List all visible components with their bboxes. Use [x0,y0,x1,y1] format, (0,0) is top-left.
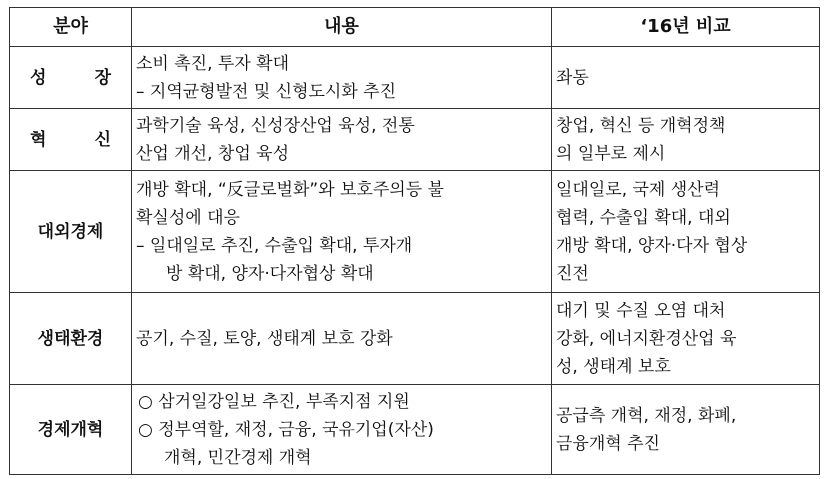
header-content: 내용 [132,8,552,47]
content-line: 확실성에 대응 [136,207,240,228]
field-char: 성 [30,67,47,88]
compare-line: 성, 생태계 보호 [556,356,671,377]
compare-line: 진전 [556,263,589,284]
compare-line: 일대일로, 국제 생산력 [556,179,721,200]
header-field: 분야 [10,8,132,47]
compare-line: 의 일부로 제시 [556,143,666,164]
row-compare-innovation [552,109,820,171]
header-compare: ‘16년 비교 [552,8,820,47]
content-line: 방 확대, 양자·다자협상 확대 [166,263,374,284]
field-char: 신 [94,129,111,150]
row-compare-growth [552,47,820,109]
row-content-growth [132,47,552,109]
table-row [10,47,820,109]
content-line: ○ 삼거일강일보 추진, 부족지점 지원 [138,391,410,412]
row-field-innovation [10,109,132,171]
field-char: 장 [94,67,111,88]
compare-line: 강화, 에너지환경산업 육 [556,328,737,349]
row-field-growth [10,47,132,109]
content-line: 산업 개선, 창업 육성 [136,143,289,164]
compare-line: 협력, 수출입 확대, 대외 [556,207,731,228]
compare-line: 대기 및 수질 오염 대처 [556,300,726,321]
content-line: – 지역균형발전 및 신형도시화 추진 [136,81,397,102]
row-compare-environment [552,293,820,385]
table-row [10,385,820,475]
table-row [10,109,820,171]
content-line: 공기, 수질, 토양, 생태계 보호 강화 [136,328,393,349]
row-field-reform: 경제개혁 [10,385,132,475]
field-char: 혁 [30,129,47,150]
policy-comparison-table [9,7,820,475]
content-line: – 일대일로 추진, 수출입 확대, 투자개 [136,235,413,256]
compare-line: 창업, 혁신 등 개혁정책 [556,115,726,136]
compare-line: 금융개혁 추진 [556,433,660,454]
table-row [10,171,820,293]
content-line: 개방 확대, “反글로벌화”와 보호주의등 불 [136,179,444,200]
row-compare-external [552,171,820,293]
table-header-row [10,8,820,47]
row-content-reform [132,385,552,475]
content-line: ○ 정부역할, 재정, 금융, 국유기업(자산) [138,419,434,440]
content-line: 소비 촉진, 투자 확대 [136,53,289,74]
table-row [10,293,820,385]
row-content-environment [132,293,552,385]
row-compare-reform [552,385,820,475]
compare-line: 좌동 [556,67,589,88]
content-line: 개혁, 민간경제 개혁 [164,447,312,468]
compare-line: 개방 확대, 양자·다자 협상 [556,235,748,256]
compare-line: 공급측 개혁, 재정, 화폐, [556,405,737,426]
row-field-environment: 생태환경 [10,293,132,385]
content-line: 과학기술 육성, 신성장산업 육성, 전통 [136,115,415,136]
row-content-external [132,171,552,293]
row-field-external: 대외경제 [10,171,132,293]
row-content-innovation [132,109,552,171]
